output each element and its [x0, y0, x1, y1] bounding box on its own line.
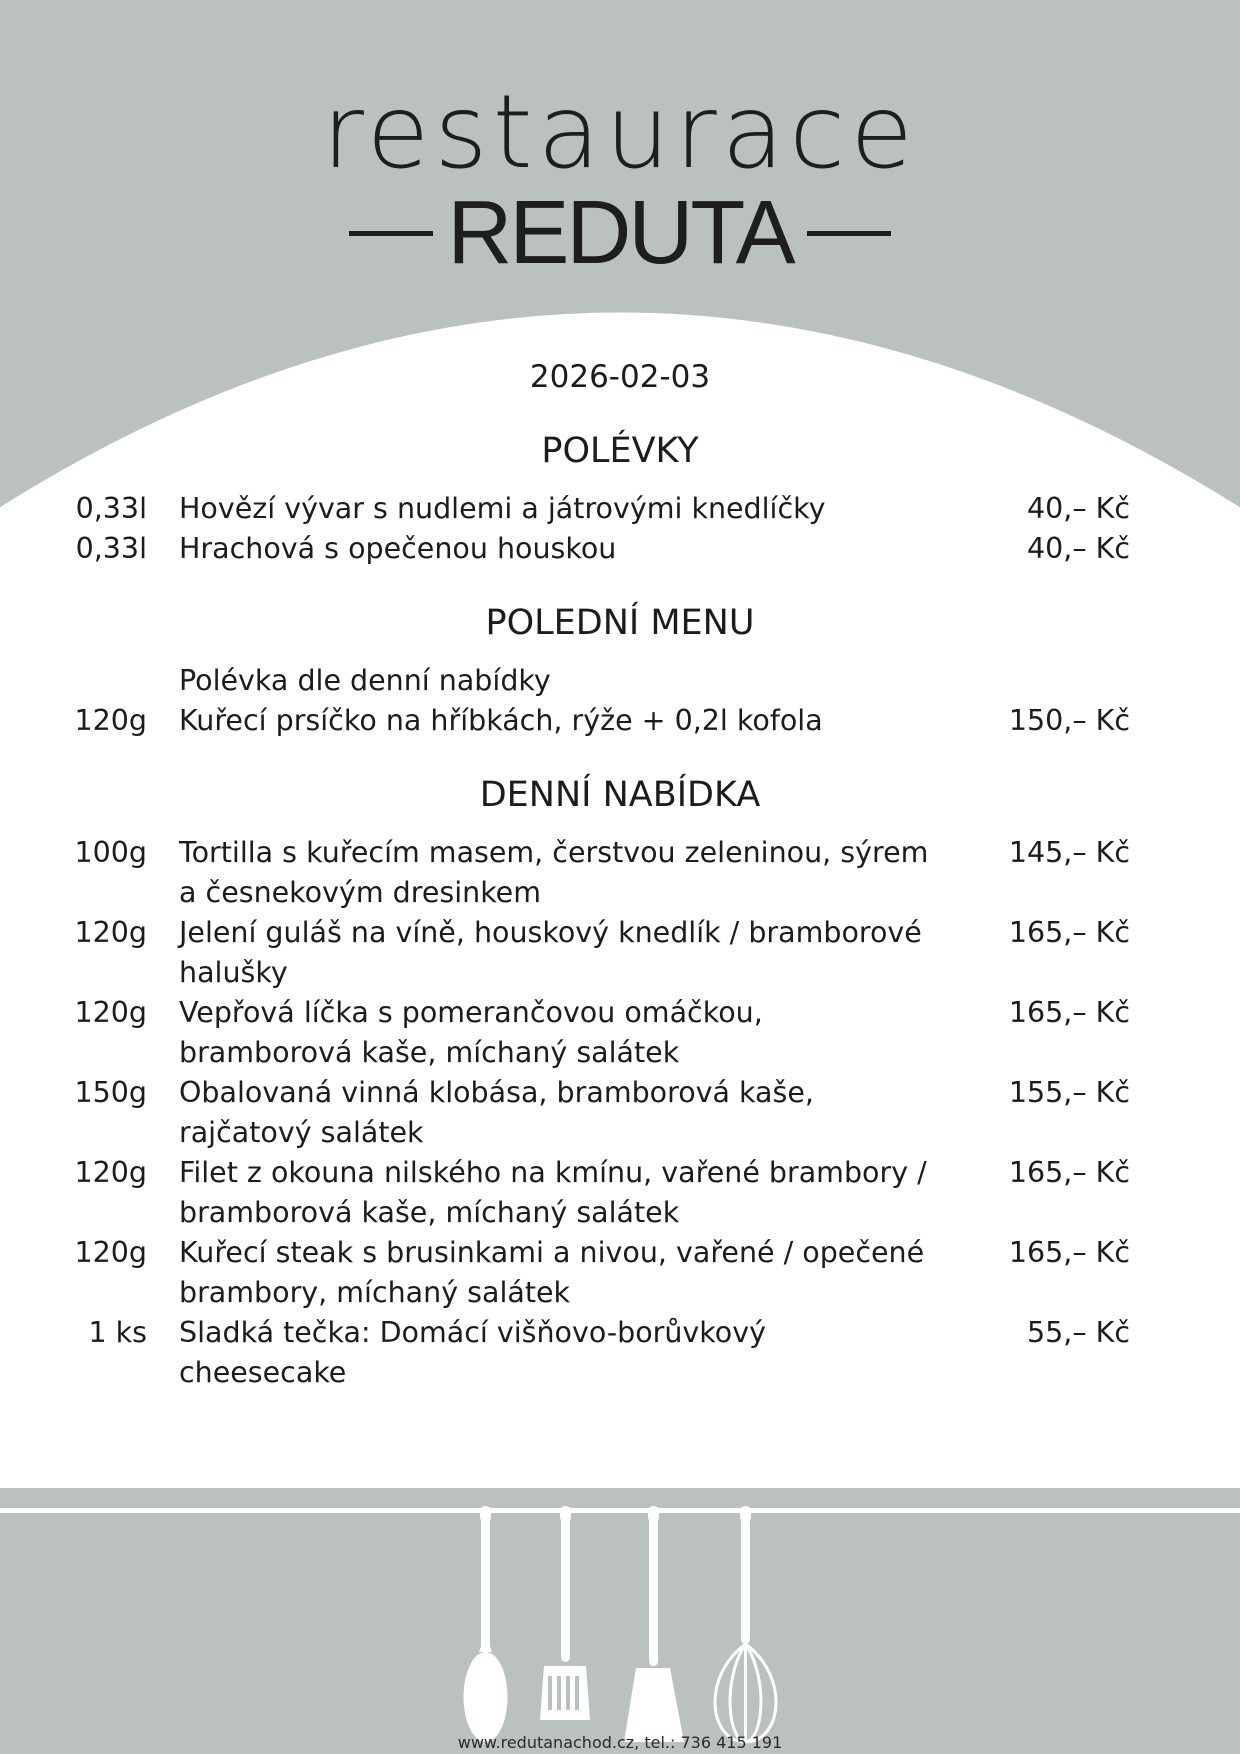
restaurant-logo — [0, 73, 1240, 283]
logo-reduta-row — [0, 183, 1240, 283]
item-description: Kuřecí steak s brusinkami a nivou, vařené / opečené brambory, míchaný salátek — [179, 1236, 925, 1309]
item-description: Polévka dle denní nabídky — [179, 664, 551, 697]
spatula-slotted-icon — [540, 1506, 590, 1720]
spatula-icon — [624, 1506, 684, 1742]
item-price: 165,– Kč — [1008, 1236, 1130, 1269]
logo-word-reduta: REDUTA — [447, 183, 793, 283]
menu-item — [0, 1233, 1240, 1313]
menu-item — [0, 833, 1240, 913]
item-price: 150,– Kč — [1008, 704, 1130, 737]
item-price: 40,– Kč — [1027, 532, 1130, 565]
contact-info: www.redutanachod.cz, tel.: 736 415 191 — [457, 1733, 783, 1752]
item-quantity: 120g — [74, 996, 147, 1029]
spoon-icon — [464, 1506, 508, 1742]
item-price: 145,– Kč — [1008, 836, 1130, 869]
item-description: Hrachová s opečenou houskou — [179, 532, 617, 565]
menu-item — [0, 489, 1240, 529]
footer — [0, 1488, 1240, 1754]
item-description: Jelení guláš na víně, houskový knedlík / bramborové halušky — [179, 916, 922, 989]
item-price: 55,– Kč — [1027, 1316, 1130, 1349]
logo-dash-left — [349, 231, 433, 236]
section-soups — [0, 421, 1240, 569]
section-title: POLÉVKY — [541, 431, 699, 471]
utensils-illustration — [0, 1488, 1240, 1754]
item-quantity: 120g — [74, 704, 147, 737]
section-daily-offer — [0, 765, 1240, 1389]
menu-item — [0, 1153, 1240, 1233]
item-description: Obalovaná vinná klobása, bramborová kaše, rajčatový salátek — [179, 1076, 814, 1149]
section-title: DENNÍ NABÍDKA — [479, 775, 761, 815]
daily-menu — [0, 355, 1240, 1389]
item-description: Tortilla s kuřecím masem, čerstvou zeleninou, sýrem a česnekovým dresinkem — [179, 836, 929, 909]
item-quantity: 120g — [74, 1236, 147, 1269]
logo-dash-right — [807, 231, 891, 236]
menu-date: 2026-02-03 — [529, 359, 711, 395]
item-description: Vepřová líčka s pomerančovou omáčkou, bramborová kaše, míchaný salátek — [179, 996, 763, 1069]
menu-item — [0, 1313, 1240, 1389]
item-quantity: 120g — [74, 916, 147, 949]
item-price: 165,– Kč — [1008, 1156, 1130, 1189]
section-title: POLEDNÍ MENU — [485, 603, 755, 643]
menu-item — [0, 529, 1240, 569]
item-price: 165,– Kč — [1008, 916, 1130, 949]
item-description: Hovězí vývar s nudlemi a játrovými knedlíčky — [179, 492, 826, 525]
item-price: 165,– Kč — [1008, 996, 1130, 1029]
menu-item — [0, 1073, 1240, 1153]
item-quantity: 100g — [74, 836, 147, 869]
item-description: Sladká tečka: Domácí višňovo-borůvkový cheesecake — [179, 1316, 766, 1389]
item-quantity: 0,33l — [75, 532, 147, 565]
item-price: 155,– Kč — [1008, 1076, 1130, 1109]
menu-item — [0, 661, 1240, 701]
item-description: Filet z okouna nilského na kmínu, vařené brambory / bramborová kaše, míchaný salátek — [179, 1156, 927, 1229]
section-lunch-menu — [0, 593, 1240, 741]
menu-item — [0, 701, 1240, 741]
item-description: Kuřecí prsíčko na hříbkách, rýže + 0,2l kofola — [179, 704, 823, 737]
logo-word-restaurace: restaurace — [321, 73, 918, 192]
item-quantity: 120g — [74, 1156, 147, 1189]
menu-item — [0, 993, 1240, 1073]
item-price: 40,– Kč — [1027, 492, 1130, 525]
menu-item — [0, 913, 1240, 993]
item-quantity: 0,33l — [75, 492, 147, 525]
item-quantity: 150g — [74, 1076, 147, 1109]
whisk-icon — [715, 1506, 776, 1742]
item-quantity: 1 ks — [88, 1316, 147, 1349]
